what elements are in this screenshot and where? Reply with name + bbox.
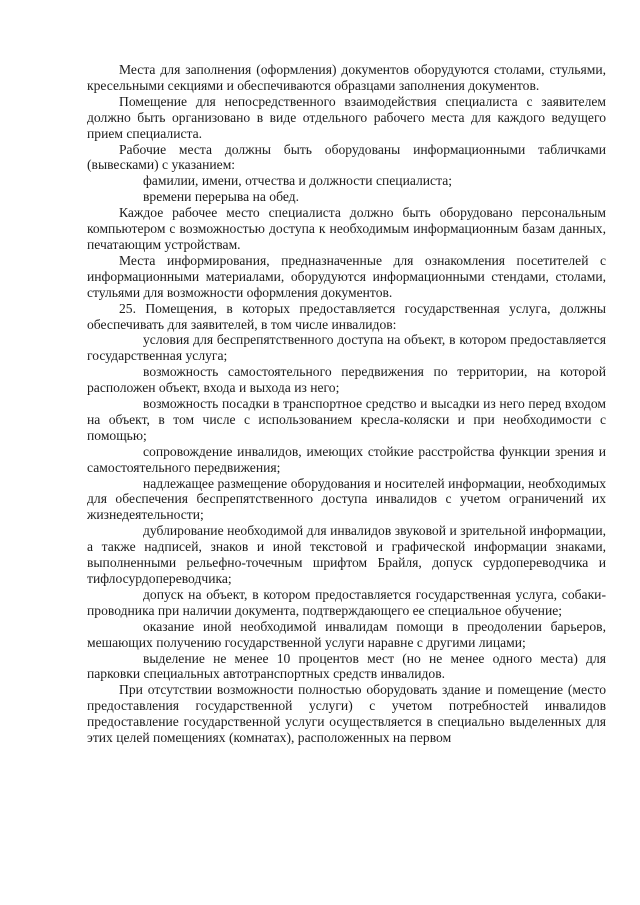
paragraph-no-equipment: При отсутствии возможности полностью оборудовать здание и помещение (место предоставления государственной услуги) с учетом потребностей инвалидов предоставление государственной услуги осуществляется в специально выделенных для этих целей помещениях (комнатах), расположенных на первом (87, 682, 606, 746)
list-item-equipment: надлежащее размещение оборудования и носителей информации, необходимых для обеспечения беспрепятственного доступа инвалидов с учетом ограничений их жизнедеятельности; (87, 475, 606, 523)
list-item-name: фамилии, имени, отчества и должности специалиста; (143, 173, 453, 189)
list-item-parking: выделение не менее 10 процентов мест (но не менее одного места) для парковки специальных автотранспортных средств инвалидов. (87, 650, 606, 682)
paragraph-computer: Каждое рабочее место специалиста должно быть оборудовано персональным компьютером с возможностью доступа к необходимым информационным базам данных, печатающим устройствам. (87, 205, 606, 252)
list-item-transport: возможность посадки в транспортное средство и высадки из него перед входом на объект, в том числе с использованием кресла-коляски и при необходимости с помощью; (87, 396, 606, 443)
list-item-escort: сопровождение инвалидов, имеющих стойкие расстройства функции зрения и самостоятельного передвижения; (87, 443, 606, 475)
list-item-movement: возможность самостоятельного передвижения по территории, на которой расположен объект, входа и выхода из него; (87, 364, 606, 396)
list-item-guide-dog: допуск на объект, в котором предоставляется государственная услуга, собаки-проводника при наличии документа, подтверждающего ее специальное обучение; (87, 586, 606, 618)
paragraph-forms-places: Места для заполнения (оформления) документов оборудуются столами, стульями, кресельными секциями и обеспечиваются образцами заполнения документов. (87, 62, 606, 93)
paragraph-workplace-signs: Рабочие места должны быть оборудованы информационными табличками (вывесками) с указанием: (87, 141, 606, 173)
paragraph-section-25: 25. Помещения, в которых предоставляется государственная услуга, должны обеспечивать для заявителей, в том числе инвалидов: (87, 300, 606, 332)
paragraph-interaction-room: Помещение для непосредственного взаимодействия специалиста с заявителем должно быть организовано в виде отдельного рабочего места для каждого ведущего прием специалиста. (87, 93, 606, 141)
list-item-other-help: оказание иной необходимой инвалидам помощи в преодолении барьеров, мешающих получению государственной услуги наравне с другими лицами; (87, 618, 606, 650)
list-item-access: условия для беспрепятственного доступа на объект, в котором предоставляется государственная услуга; (87, 332, 606, 364)
paragraph-info-places: Места информирования, предназначенные для ознакомления посетителей с информационными материалами, оборудуются информационными стендами, столами, стульями для возможности оформления документов. (87, 252, 606, 300)
list-item-duplication: дублирование необходимой для инвалидов звуковой и зрительной информации, а также надписей, знаков и иной текстовой и графической информации знаками, выполненными рельефно-точечным шрифтом Брайля, допуск сурдопереводчика и тифлосурдопереводчика; (87, 523, 606, 586)
list-item-break-time: времени перерыва на обед. (143, 189, 299, 205)
